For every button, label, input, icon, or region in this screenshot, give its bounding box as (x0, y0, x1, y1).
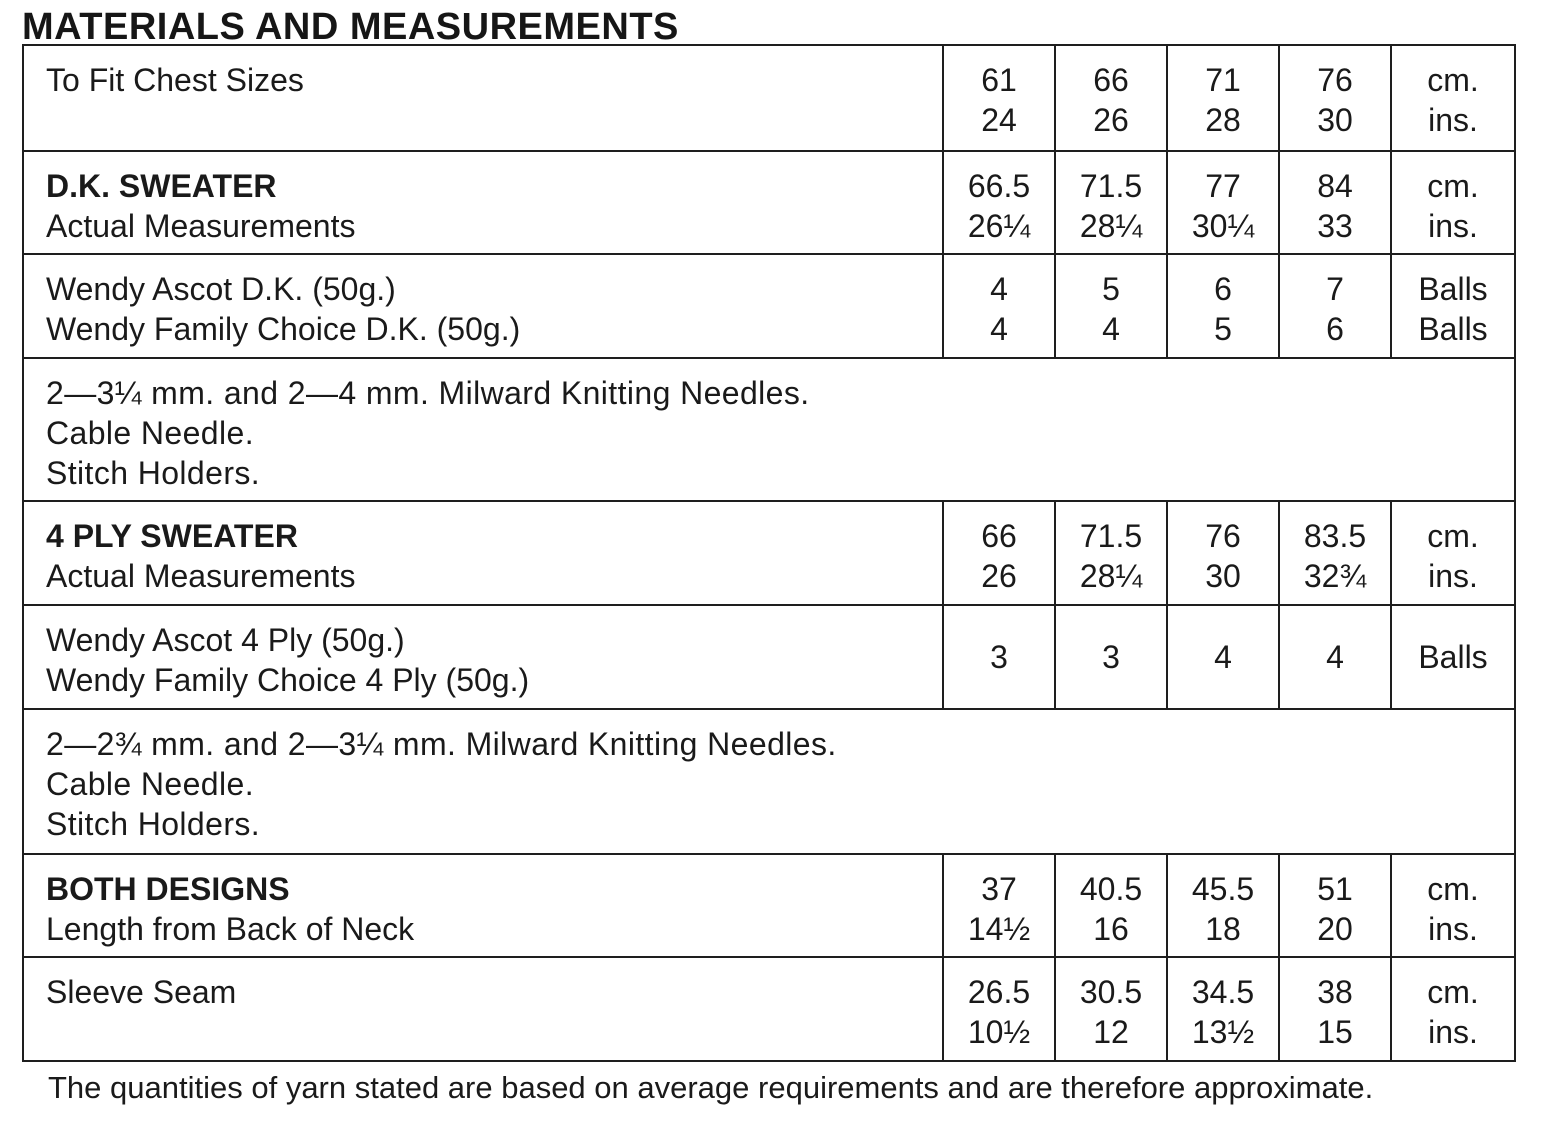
measurement-ins: 32¾ (1303, 558, 1367, 594)
yarn-label: Wendy Ascot D.K. (50g.) (46, 271, 396, 307)
dk-extras-row (23, 358, 1515, 501)
chest-sizes-row (23, 45, 1515, 151)
both-designs-row (23, 854, 1515, 957)
unit-cell (1391, 957, 1515, 1061)
measurement-cm: 26.5 (967, 974, 1031, 1010)
both-designs-title: BOTH DESIGNS (46, 871, 290, 907)
unit-balls: Balls (1418, 271, 1488, 307)
dk-sweater-row (23, 151, 1515, 254)
size-ins: 26 (1093, 102, 1129, 138)
yarn-qty: 7 (1326, 271, 1344, 307)
size-cell (943, 45, 1055, 151)
stitch-holders-line: Stitch Holders. (46, 806, 261, 842)
both-designs-subtitle: Length from Back of Neck (46, 911, 415, 947)
measurement-cm: 71.5 (1079, 168, 1143, 204)
size-cell (1167, 45, 1279, 151)
needles-line: 2—3¼ mm. and 2—4 mm. Milward Knitting Needles. (46, 375, 810, 411)
dk-extras-cell (23, 358, 1515, 501)
yarn-label: Wendy Family Choice D.K. (50g.) (46, 311, 521, 347)
size-ins: 30 (1317, 102, 1353, 138)
unit-cm: cm. (1427, 871, 1479, 907)
yarn-qty-cell (943, 254, 1055, 358)
size-cell (1055, 45, 1167, 151)
measurement-ins: 15 (1317, 1014, 1353, 1050)
ply4-sweater-subtitle: Actual Measurements (46, 558, 356, 594)
size-cm: 71 (1205, 62, 1241, 98)
unit-balls: Balls (1391, 605, 1515, 709)
ply4-extras-cell (23, 709, 1515, 854)
measurement-cell (1279, 957, 1391, 1061)
unit-cell (1391, 254, 1515, 358)
measurement-ins: 16 (1093, 911, 1129, 947)
measurement-cell (1279, 151, 1391, 254)
measurement-cm: 30.5 (1079, 974, 1143, 1010)
measurement-cell (1167, 854, 1279, 957)
measurement-cell (943, 501, 1055, 605)
measurement-cell (943, 957, 1055, 1061)
measurement-cm: 77 (1205, 168, 1241, 204)
measurement-cm: 84 (1317, 168, 1353, 204)
size-cm: 76 (1317, 62, 1353, 98)
unit-cm: cm. (1427, 974, 1479, 1010)
measurement-ins: 10½ (967, 1014, 1031, 1050)
measurement-ins: 14½ (967, 911, 1031, 947)
cable-needle-line: Cable Needle. (46, 415, 254, 451)
footnote: The quantities of yarn stated are based on average requirements and are therefore approximate. (48, 1070, 1374, 1105)
ply4-sweater-row (23, 501, 1515, 605)
measurement-ins: 12 (1093, 1014, 1129, 1050)
measurement-cell (1055, 957, 1167, 1061)
measurement-cell (943, 854, 1055, 957)
measurement-cm: 76 (1205, 518, 1241, 554)
dk-sweater-subtitle: Actual Measurements (46, 208, 356, 244)
yarn-qty: 4 (990, 311, 1008, 347)
chest-sizes-label: To Fit Chest Sizes (46, 62, 304, 98)
size-cell (1279, 45, 1391, 151)
measurement-ins: 26 (981, 558, 1017, 594)
measurement-ins: 33 (1317, 208, 1353, 244)
measurement-cell (1167, 501, 1279, 605)
measurement-cm: 40.5 (1079, 871, 1143, 907)
needles-line: 2—2¾ mm. and 2—3¼ mm. Milward Knitting Needles. (46, 726, 837, 762)
measurement-ins: 26¼ (967, 208, 1031, 244)
materials-table (22, 44, 1516, 1062)
size-ins: 24 (981, 102, 1017, 138)
measurement-cell (1167, 151, 1279, 254)
measurement-ins: 18 (1205, 911, 1241, 947)
ply4-extras-row (23, 709, 1515, 854)
ply4-sweater-title: 4 PLY SWEATER (46, 518, 298, 554)
yarn-qty-cell: 3 (1055, 605, 1167, 709)
dk-sweater-label-cell (23, 151, 943, 254)
unit-cm: cm. (1427, 168, 1479, 204)
both-designs-label-cell (23, 854, 943, 957)
unit-ins: ins. (1428, 911, 1478, 947)
yarn-qty-cell (1055, 254, 1167, 358)
measurement-ins: 20 (1317, 911, 1353, 947)
measurement-cell (1055, 151, 1167, 254)
size-cm: 61 (981, 62, 1017, 98)
ply4-yarn-row (23, 605, 1515, 709)
yarn-qty-cell (1279, 254, 1391, 358)
measurement-cm: 37 (981, 871, 1017, 907)
measurement-ins: 13½ (1191, 1014, 1255, 1050)
unit-ins: ins. (1428, 558, 1478, 594)
cable-needle-line: Cable Needle. (46, 766, 254, 802)
measurement-ins: 30 (1205, 558, 1241, 594)
stitch-holders-line: Stitch Holders. (46, 455, 261, 491)
measurement-ins: 30¼ (1191, 208, 1255, 244)
measurement-cm: 45.5 (1191, 871, 1255, 907)
unit-cell (1391, 854, 1515, 957)
size-cm: 66 (1093, 62, 1129, 98)
measurement-cm: 51 (1317, 871, 1353, 907)
sleeve-seam-label-cell (23, 957, 943, 1061)
unit-cell (1391, 45, 1515, 151)
measurement-cm: 83.5 (1303, 518, 1367, 554)
unit-cm: cm. (1427, 518, 1479, 554)
yarn-qty: 4 (990, 271, 1008, 307)
yarn-label: Wendy Family Choice 4 Ply (50g.) (46, 662, 530, 698)
measurement-cell (1279, 854, 1391, 957)
yarn-qty: 5 (1102, 271, 1120, 307)
measurement-cell (1167, 957, 1279, 1061)
measurement-ins: 28¼ (1079, 558, 1143, 594)
measurement-cm: 66 (981, 518, 1017, 554)
measurement-ins: 28¼ (1079, 208, 1143, 244)
chest-sizes-label-cell (23, 45, 943, 151)
unit-ins: ins. (1428, 1014, 1478, 1050)
measurement-cell (1055, 854, 1167, 957)
size-ins: 28 (1205, 102, 1241, 138)
ply4-yarn-label-cell (23, 605, 943, 709)
unit-ins: ins. (1428, 102, 1478, 138)
measurement-cell (1279, 501, 1391, 605)
measurement-cm: 38 (1317, 974, 1353, 1010)
dk-yarn-row (23, 254, 1515, 358)
unit-cell (1391, 151, 1515, 254)
page-title: MATERIALS AND MEASUREMENTS (22, 6, 679, 48)
measurement-cell (1055, 501, 1167, 605)
measurement-cell (943, 151, 1055, 254)
ply4-sweater-label-cell (23, 501, 943, 605)
measurement-cm: 71.5 (1079, 518, 1143, 554)
unit-ins: ins. (1428, 208, 1478, 244)
dk-sweater-title: D.K. SWEATER (46, 168, 277, 204)
unit-cell (1391, 501, 1515, 605)
yarn-qty: 6 (1214, 271, 1232, 307)
yarn-qty-cell: 3 (943, 605, 1055, 709)
yarn-qty: 6 (1326, 311, 1344, 347)
measurement-cm: 66.5 (967, 168, 1031, 204)
yarn-qty-cell: 4 (1279, 605, 1391, 709)
yarn-qty: 4 (1102, 311, 1120, 347)
sleeve-seam-label: Sleeve Seam (46, 974, 237, 1010)
yarn-qty-cell: 4 (1167, 605, 1279, 709)
measurement-cm: 34.5 (1191, 974, 1255, 1010)
sleeve-seam-row (23, 957, 1515, 1061)
yarn-qty: 5 (1214, 311, 1232, 347)
yarn-label: Wendy Ascot 4 Ply (50g.) (46, 622, 405, 658)
yarn-qty-cell (1167, 254, 1279, 358)
dk-yarn-label-cell (23, 254, 943, 358)
unit-cm: cm. (1427, 62, 1479, 98)
unit-balls: Balls (1418, 311, 1488, 347)
